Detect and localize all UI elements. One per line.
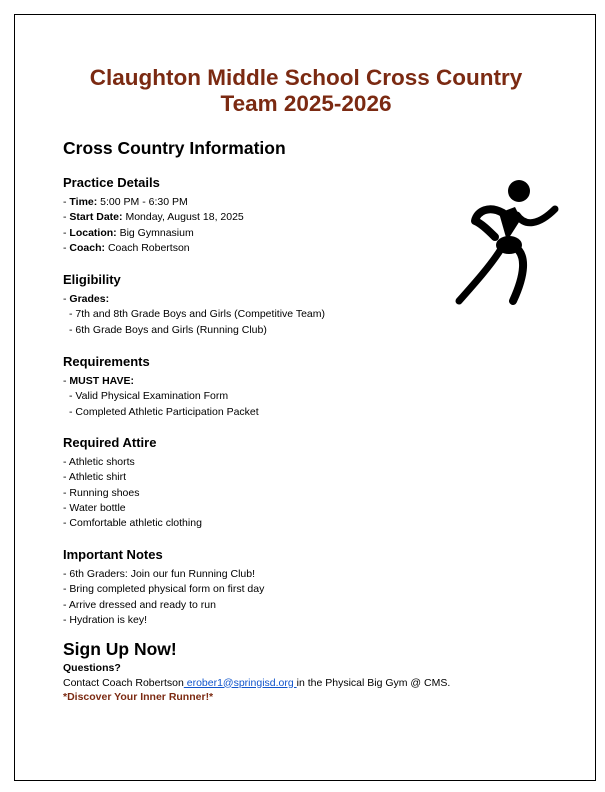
attire-heading: Required Attire xyxy=(63,435,157,450)
email-link[interactable]: erober1@springisd.org xyxy=(183,676,297,689)
eligibility-list xyxy=(63,292,325,338)
list-item: - Coach: Coach Robertson xyxy=(63,241,190,254)
eligibility-heading: Eligibility xyxy=(63,272,121,287)
list-item: - Grades: xyxy=(63,293,110,305)
list-item: - Time: 5:00 PM - 6:30 PM xyxy=(63,196,188,208)
title-line-2: Team 2025-2026 xyxy=(220,91,392,116)
page-title xyxy=(15,65,597,117)
list-item: - Hydration is key! xyxy=(63,613,148,626)
list-item: - 6th Graders: Join our fun Running Club! xyxy=(63,568,256,580)
practice-heading: Practice Details xyxy=(63,175,160,190)
list-item: - Athletic shirt xyxy=(63,471,127,484)
list-item: - Running shoes xyxy=(63,486,140,499)
list-item: - Comfortable athletic clothing xyxy=(63,517,202,530)
signup-block xyxy=(63,661,450,705)
signup-heading: Sign Up Now! xyxy=(63,639,177,659)
list-item: - Valid Physical Examination Form xyxy=(69,390,229,403)
tagline: *Discover Your Inner Runner!* xyxy=(63,691,214,703)
title-line-1: Claughton Middle School Cross Country xyxy=(89,65,523,90)
practice-list xyxy=(63,195,244,256)
list-item: - Start Date: Monday, August 18, 2025 xyxy=(63,211,244,224)
runner-icon xyxy=(455,175,565,305)
document-page xyxy=(14,14,596,781)
questions-label: Questions? xyxy=(63,662,121,674)
notes-list xyxy=(63,567,264,628)
requirements-list xyxy=(63,374,259,420)
notes-heading: Important Notes xyxy=(63,547,163,562)
list-item: - 7th and 8th Grade Boys and Girls (Competitive Team) xyxy=(69,308,326,321)
attire-list xyxy=(63,455,202,531)
list-item: - Water bottle xyxy=(63,501,126,514)
info-heading: Cross Country Information xyxy=(63,138,286,158)
list-item: - 6th Grade Boys and Girls (Running Club) xyxy=(69,323,267,336)
list-item: - Location: Big Gymnasium xyxy=(63,226,194,239)
list-item: - Arrive dressed and ready to run xyxy=(63,598,216,611)
list-item: - MUST HAVE: xyxy=(63,375,134,387)
list-item: - Athletic shorts xyxy=(63,456,135,468)
contact-line: Contact Coach Robertson erober1@springisd.org in the Physical Big Gym @ CMS. xyxy=(63,676,451,689)
list-item: - Completed Athletic Participation Packet xyxy=(69,405,259,418)
list-item: - Bring completed physical form on first day xyxy=(63,583,265,596)
requirements-heading: Requirements xyxy=(63,354,150,369)
